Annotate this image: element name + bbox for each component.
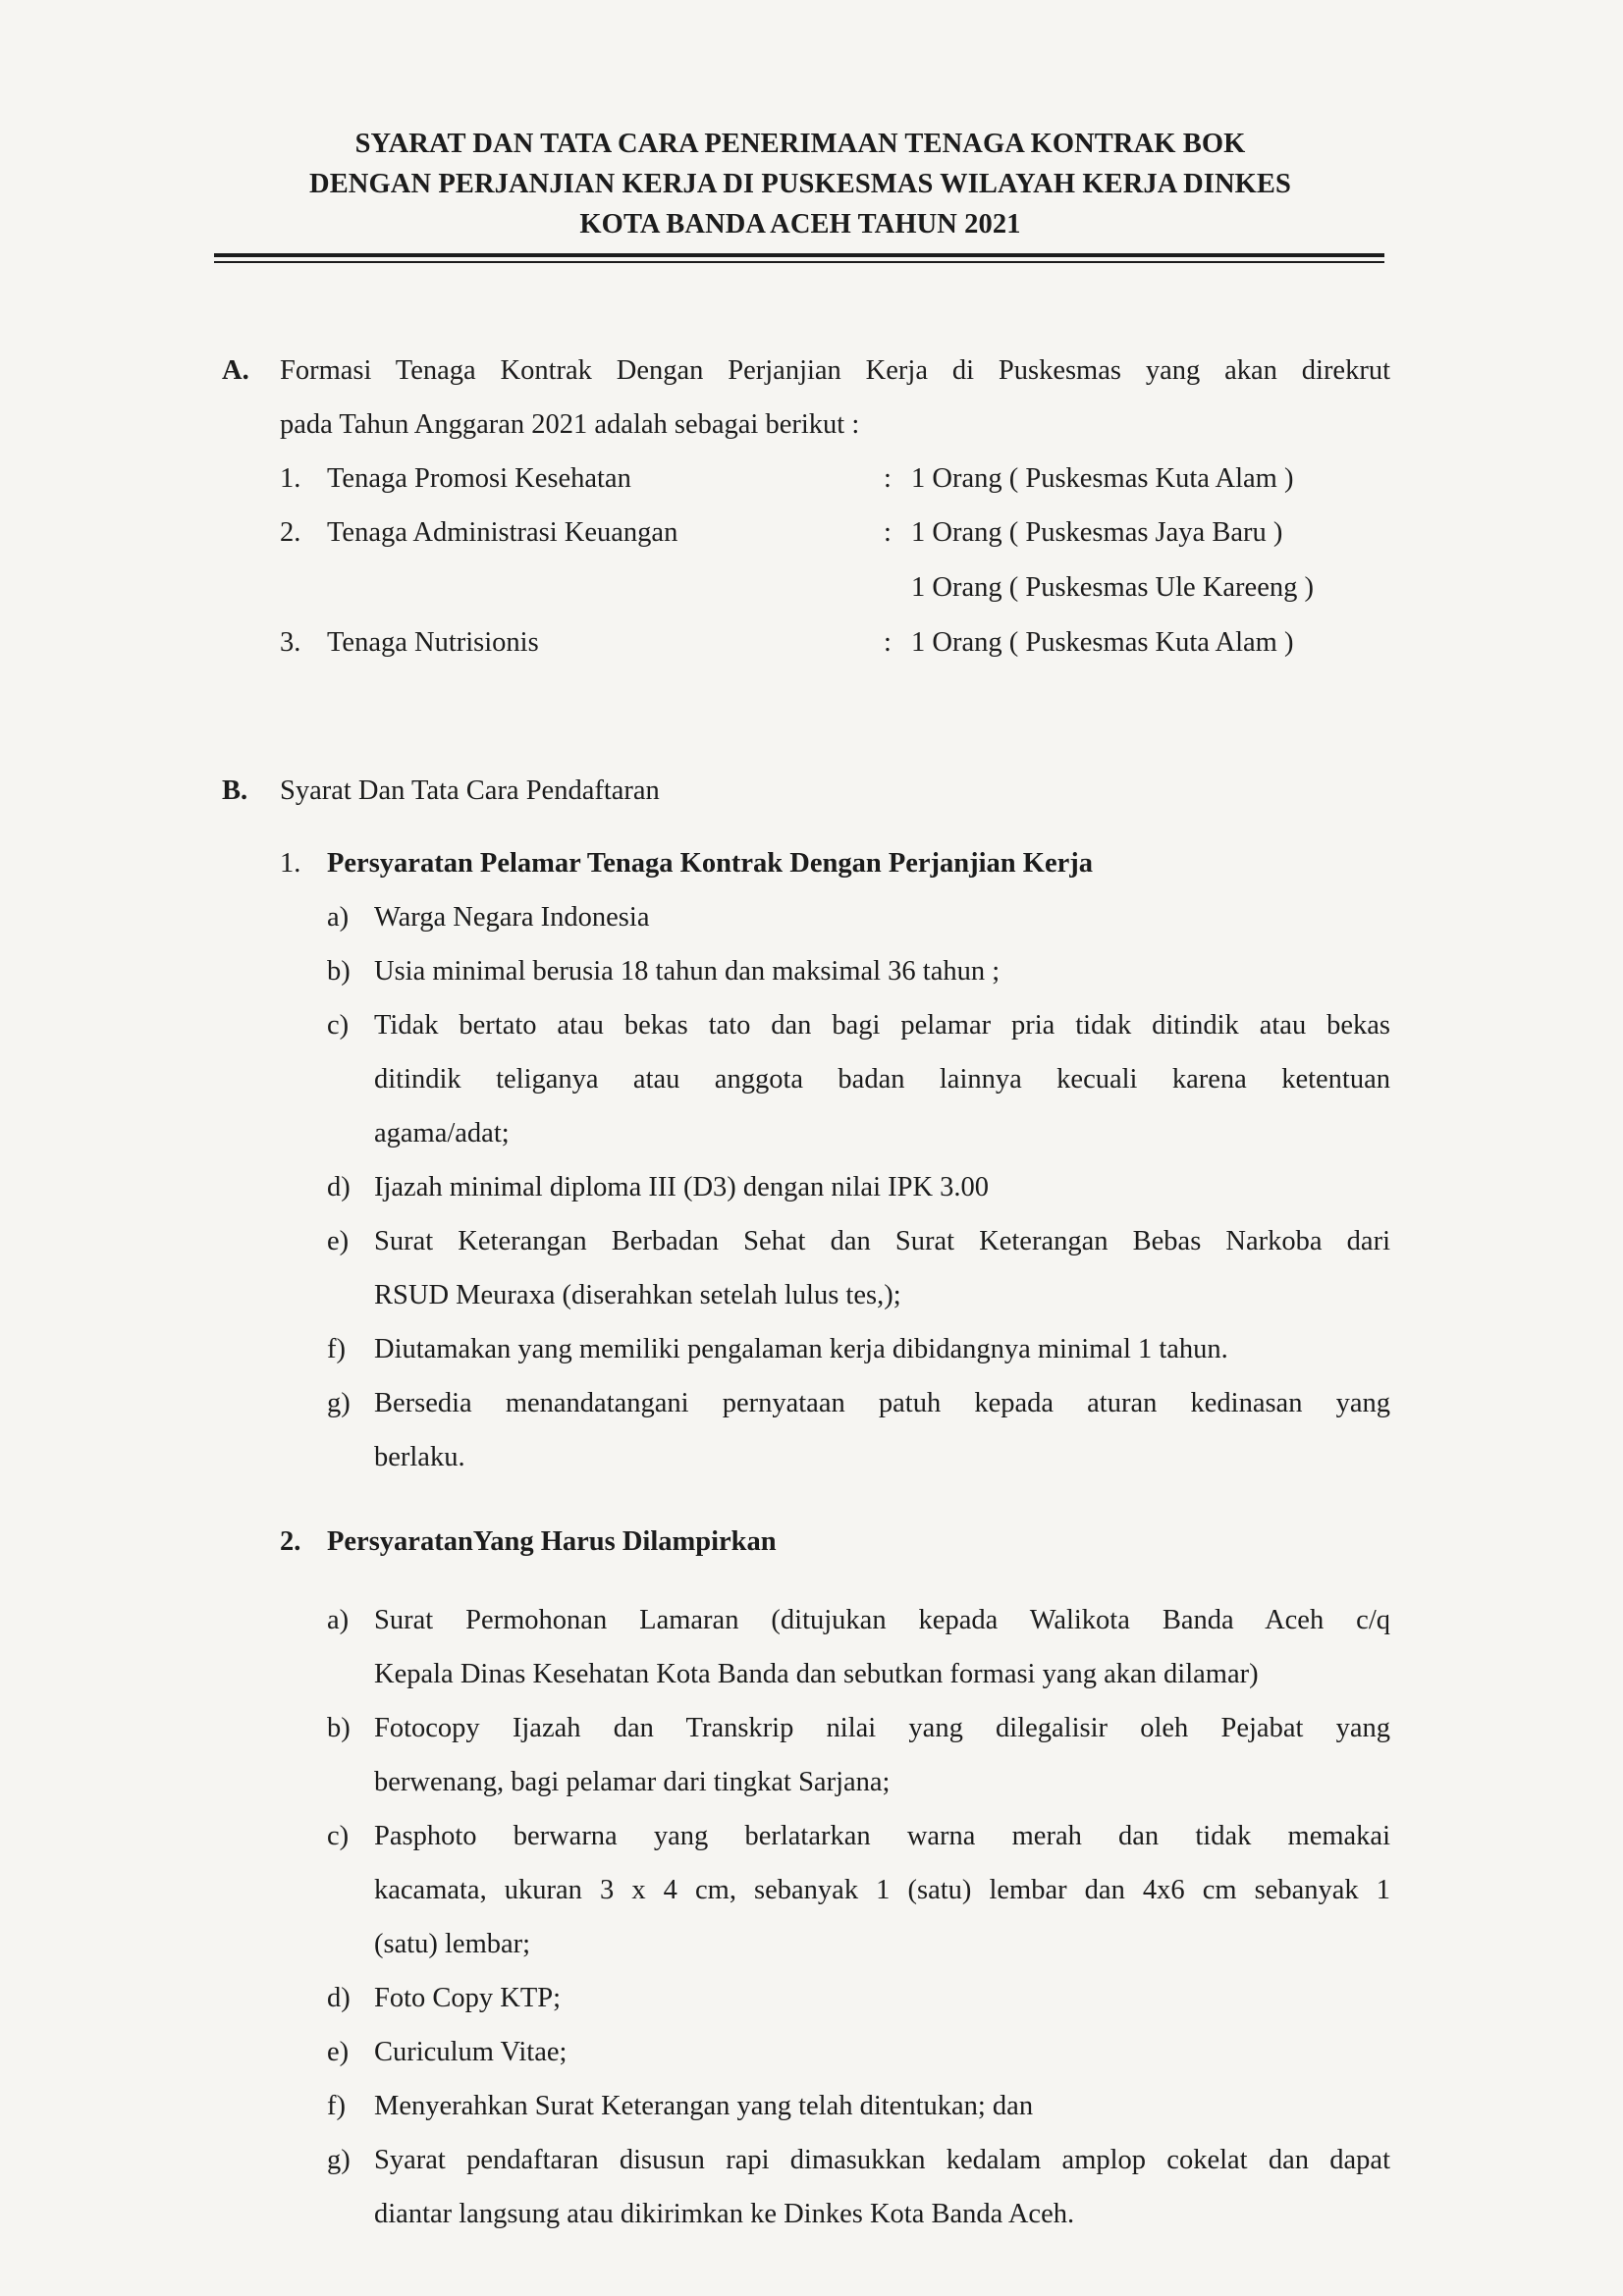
- list-item-label: a): [327, 902, 350, 933]
- list-item-text: Warga Negara Indonesia: [374, 902, 650, 933]
- title-divider-thick: [214, 253, 1384, 257]
- document-title: [226, 124, 1375, 244]
- list-item-text: Fotocopy Ijazah dan Transkrip nilai yang dilegalisir oleh Pejabat yang: [374, 1713, 1390, 1743]
- formation-item-value: 1 Orang ( Puskesmas Kuta Alam ): [911, 627, 1294, 658]
- list-item-text: Menyerahkan Surat Keterangan yang telah ditentukan; dan: [374, 2091, 1034, 2121]
- list-item-text: Surat Permohonan Lamaran (ditujukan kepada Walikota Banda Aceh c/q: [374, 1605, 1390, 1635]
- section-a-label: A.: [222, 355, 249, 386]
- list-item-text: kacamata, ukuran 3 x 4 cm, sebanyak 1 (satu) lembar dan 4x6 cm sebanyak 1: [374, 1875, 1390, 1905]
- list-item-text: Foto Copy KTP;: [374, 1983, 562, 2013]
- list-item-text: berlaku.: [374, 1442, 465, 1472]
- formation-item-name: Tenaga Promosi Kesehatan: [327, 463, 631, 494]
- list-item-text: ditindik teliganya atau anggota badan lainnya kecuali karena ketentuan: [374, 1064, 1390, 1095]
- title-line-3: KOTA BANDA ACEH TAHUN 2021: [579, 209, 1021, 240]
- list-item-text: RSUD Meuraxa (diserahkan setelah lulus tes,);: [374, 1280, 901, 1310]
- subsection-1-number: 1.: [280, 848, 301, 879]
- formation-item-value-2: 1 Orang ( Puskesmas Ule Kareeng ): [911, 572, 1314, 603]
- formation-item-name: Tenaga Nutrisionis: [327, 627, 539, 658]
- list-item-label: d): [327, 1983, 351, 2013]
- list-item-label: g): [327, 1388, 351, 1418]
- formation-item-value: 1 Orang ( Puskesmas Jaya Baru ): [911, 517, 1283, 548]
- list-item-label: g): [327, 2145, 351, 2175]
- list-item-text: Diutamakan yang memiliki pengalaman kerja dibidangnya minimal 1 tahun.: [374, 1334, 1228, 1364]
- list-item-label: f): [327, 2091, 346, 2121]
- list-item-text: Usia minimal berusia 18 tahun dan maksimal 36 tahun ;: [374, 956, 1001, 987]
- list-item-text: Bersedia menandatangani pernyataan patuh kepada aturan kedinasan yang: [374, 1388, 1390, 1418]
- section-a-intro-line-1: Formasi Tenaga Kontrak Dengan Perjanjian Kerja di Puskesmas yang akan direkrut: [280, 355, 1390, 386]
- formation-item-number: 3.: [280, 627, 301, 658]
- list-item-label: e): [327, 2037, 350, 2067]
- section-b-heading: Syarat Dan Tata Cara Pendaftaran: [280, 775, 660, 806]
- section-a-intro-line-2: pada Tahun Anggaran 2021 adalah sebagai berikut :: [280, 409, 860, 440]
- formation-item-colon: :: [884, 517, 892, 548]
- list-item-text: Tidak bertato atau bekas tato dan bagi pelamar pria tidak ditindik atau bekas: [374, 1010, 1390, 1041]
- formation-item-number: 1.: [280, 463, 301, 494]
- formation-item-colon: :: [884, 463, 892, 494]
- title-line-2: DENGAN PERJANJIAN KERJA DI PUSKESMAS WILAYAH KERJA DINKES: [309, 169, 1291, 199]
- list-item-label: d): [327, 1172, 351, 1202]
- list-item-label: a): [327, 1605, 350, 1635]
- list-item-text: Curiculum Vitae;: [374, 2037, 568, 2067]
- list-item-text: Pasphoto berwarna yang berlatarkan warna merah dan tidak memakai: [374, 1821, 1390, 1851]
- list-item-text: berwenang, bagi pelamar dari tingkat Sarjana;: [374, 1767, 891, 1797]
- formation-item-colon: :: [884, 627, 892, 658]
- formation-item-name: Tenaga Administrasi Keuangan: [327, 517, 678, 548]
- list-item-label: b): [327, 956, 351, 987]
- list-item-text: (satu) lembar;: [374, 1929, 531, 1959]
- list-item-label: b): [327, 1713, 351, 1743]
- subsection-1-heading: Persyaratan Pelamar Tenaga Kontrak Dengan Perjanjian Kerja: [327, 848, 1093, 879]
- list-item-text: Syarat pendaftaran disusun rapi dimasukkan kedalam amplop cokelat dan dapat: [374, 2145, 1390, 2175]
- list-item-label: c): [327, 1010, 350, 1041]
- title-divider-thin: [214, 261, 1384, 263]
- list-item-label: c): [327, 1821, 350, 1851]
- list-item-label: e): [327, 1226, 350, 1256]
- formation-item-value: 1 Orang ( Puskesmas Kuta Alam ): [911, 463, 1294, 494]
- title-line-1: SYARAT DAN TATA CARA PENERIMAAN TENAGA KONTRAK BOK: [354, 129, 1246, 159]
- formation-item-number: 2.: [280, 517, 301, 548]
- subsection-2-heading: PersyaratanYang Harus Dilampirkan: [327, 1526, 777, 1557]
- section-b-label: B.: [222, 775, 248, 806]
- list-item-text: Kepala Dinas Kesehatan Kota Banda dan sebutkan formasi yang akan dilamar): [374, 1659, 1259, 1689]
- list-item-text: diantar langsung atau dikirimkan ke Dinkes Kota Banda Aceh.: [374, 2199, 1075, 2229]
- list-item-text: Ijazah minimal diploma III (D3) dengan nilai IPK 3.00: [374, 1172, 990, 1202]
- list-item-label: f): [327, 1334, 346, 1364]
- list-item-text: agama/adat;: [374, 1118, 510, 1148]
- list-item-text: Surat Keterangan Berbadan Sehat dan Surat Keterangan Bebas Narkoba dari: [374, 1226, 1390, 1256]
- subsection-2-number: 2.: [280, 1526, 301, 1557]
